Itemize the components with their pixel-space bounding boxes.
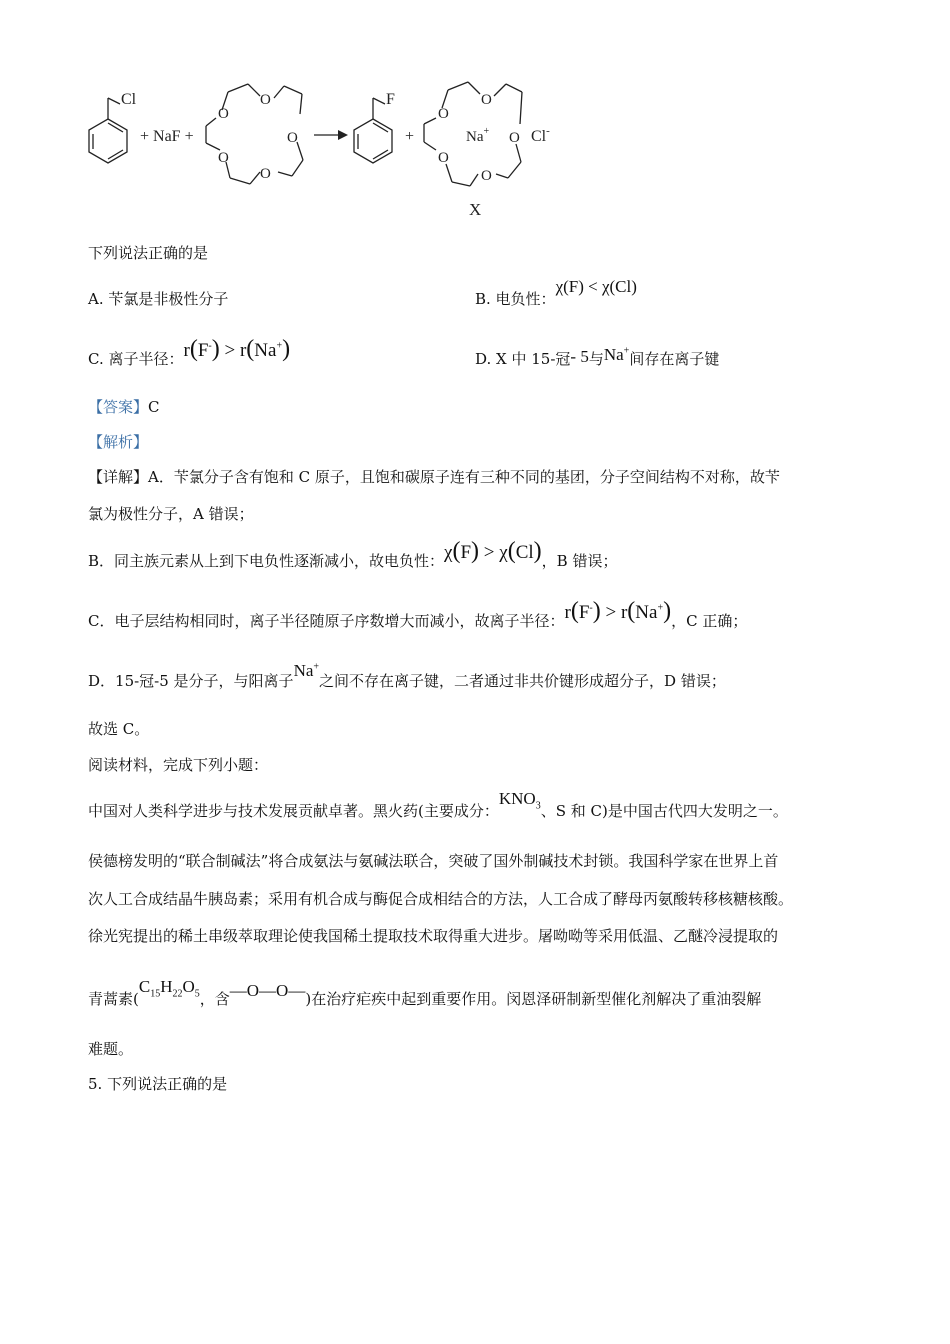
detail-b: B．同主族元素从上到下电负性逐渐减小，故电负性：χ(F) > χ(Cl)，B 错误； [88,538,618,570]
answer-value: C [148,398,160,416]
reading-p2: 侯德榜发明的“联合制碱法”将合成氨法与氨碱法联合，突破了国外制碱技术封锁。我国科学家在世界上首 [88,852,779,870]
svg-text:O: O [218,150,229,166]
f-label: F [386,91,395,108]
detail-conclusion: 故选 C。 [88,720,150,738]
reading-p6: 难题。 [88,1040,134,1058]
reaction-scheme [0,0,950,230]
svg-text:O: O [218,106,229,122]
option-b [475,277,637,309]
detail-a-line1: 【详解】A．苄氯分子含有饱和 C 原子，且饱和碳原子连有三种不同的基团，分子空间结构不对称，故苄 [88,468,780,486]
crown-ether-reactant-oxygens [218,92,298,182]
detail-c-formula: r(F-) > r(Na+) [564,598,672,624]
plus-naf-label: + NaF + [140,128,194,145]
cl-minus-label: Cl- [531,125,550,145]
option-d: D. X 中 15-冠- 5与Na+间存在离子键 [475,345,720,368]
svg-text:O: O [438,150,449,166]
option-a: A. 苄氯是非极性分子 [88,290,229,308]
option-b-formula: χ(F) < χ(Cl) [555,277,637,296]
question-stem: 下列说法正确的是 [88,244,209,262]
x-label: X [469,200,482,219]
answer-label: 【答案】 [88,398,149,416]
svg-text:O: O [438,106,449,122]
cl-label: Cl [121,91,137,108]
option-c-prefix: C. 离子半径： [88,350,184,368]
option-c [88,336,291,370]
reading-p4: 徐光宪提出的稀土串级萃取理论使我国稀土提取技术取得重大进步。屠呦呦等采用低温、乙醚冷浸提取的 [88,927,779,945]
svg-text:O: O [509,130,520,146]
option-c-formula: r(F-) > r(Na+) [183,336,291,362]
option-b-prefix: B. 电负性： [475,290,556,308]
reading-p1: 中国对人类科学进步与技术发展贡献卓著。黑火药(主要成分：$KNO_3$、S 和 C)是中国古代四大发明之一。 [88,789,788,820]
answer-line [88,396,160,417]
plus-label: + [405,128,415,145]
analysis-label: 【解析】 [88,433,149,451]
detail-a-line2: 氯为极性分子，A 错误； [88,505,254,523]
svg-text:O: O [481,92,492,108]
svg-text:O: O [260,166,271,182]
na-label: Na+ [466,126,490,145]
svg-text:O: O [260,92,271,108]
detail-c: C．电子层结构相同时，离子半径随原子序数增大而减小，故离子半径：r(F-) > r(Na+)，C 正确； [88,598,748,630]
reading-p3: 次人工合成结晶牛胰岛素；采用有机合成与酶促合成相结合的方法，人工合成了酵母丙氨酸转移核糖核酸。 [88,890,794,908]
svg-text:O: O [481,168,492,184]
svg-text:O: O [287,130,298,146]
reading-p5: 青蒿素($C_{15}H_{22}O_5$，含—O—O—)在治疗疟疾中起到重要作用。闵恩泽研制新型催化剂解决了重油裂解 [88,977,762,1008]
detail-d: D．15-冠-5 是分子，与阳离子Na+之间不存在离子键，二者通过非共价键形成超分子，D 错误； [88,661,726,690]
arrow-head [338,130,348,140]
detail-b-formula: χ(F) > χ(Cl) [444,538,542,564]
question5-stem: 5. 下列说法正确的是 [88,1075,228,1093]
reading-intro: 阅读材料，完成下列小题： [88,756,269,774]
